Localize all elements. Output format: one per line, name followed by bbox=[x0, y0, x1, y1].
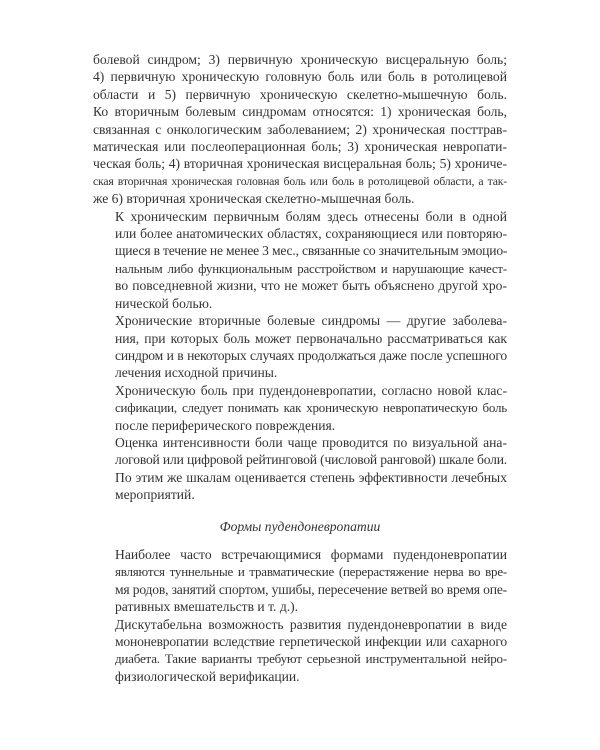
text-line: связанная с онкологическим заболеванием; 2) хроническая посттрав- bbox=[93, 121, 507, 137]
text-line: области и 5) первичную хроническую скелетно-мышечную боль. bbox=[93, 86, 507, 102]
text-line: сификации, следует понимать как хроническую невропатическую боль bbox=[115, 400, 507, 416]
paragraph bbox=[93, 208, 507, 312]
text-line: мононевропатии вследствие герпетической инфекции или сахарного bbox=[115, 634, 507, 649]
paragraph bbox=[93, 434, 507, 504]
text-line: физиологической верификации. bbox=[115, 668, 300, 684]
text-line: Хронические вторичные болевые синдромы — другие заболева- bbox=[115, 313, 507, 329]
text-line: 4) первичную хроническую головную боль или боль в ротолицевой bbox=[93, 69, 507, 85]
text-line: или более анатомических областях, сохраняющиеся или повторяю- bbox=[115, 226, 507, 242]
text-line: Хроническую боль при пудендоневропатии, согласно новой клас- bbox=[115, 382, 507, 398]
text-line: ская вторичная хроническая головная боль или боль в ротолицевой области, а так- bbox=[93, 174, 507, 188]
text-line: нальным либо функциональным расстройством и нарушающие качест- bbox=[115, 260, 507, 276]
paragraph bbox=[93, 51, 507, 208]
paragraph bbox=[93, 382, 507, 434]
section-heading: Формы пудендоневропатии bbox=[219, 518, 381, 534]
text-line: диабета. Такие варианты требуют серьезной инструментальной нейро- bbox=[115, 651, 507, 667]
text-line: мероприятий. bbox=[115, 487, 195, 503]
text-line: являются туннельные и травматические (перерастяжение нерва во вре- bbox=[115, 564, 507, 580]
text-line: болевой синдром; 3) первичную хроническую висцеральную боль; bbox=[93, 52, 507, 67]
text-line: Наиболее часто встречающимися формами пудендоневропатии bbox=[115, 546, 507, 562]
text-line: нической болью. bbox=[115, 295, 213, 311]
paragraph bbox=[93, 616, 507, 686]
text-line: матическая или послеоперационная боль; 3) хроническая невропати- bbox=[93, 139, 507, 155]
text-line: ческая боль; 4) вторичная хроническая висцеральная боль; 5) хрониче- bbox=[93, 156, 507, 172]
text-line: синдром и в некоторых случаях продолжаться даже после успешного bbox=[115, 347, 507, 363]
text-line: Оценка интенсивности боли чаще проводится по визуальной ана- bbox=[115, 434, 507, 450]
text-line: Дискутабельна возможность развития пудендоневропатии в виде bbox=[115, 616, 507, 632]
text-line: логовой или цифровой рейтинговой (числовой ранговой) шкале боли. bbox=[115, 452, 507, 468]
text-line: Ко вторичным болевым синдромам относятся: 1) хроническая боль, bbox=[93, 104, 507, 120]
text-line: мя родов, занятий спортом, ушибы, пересечение ветвей во время опе- bbox=[115, 581, 507, 597]
text-line: после периферического повреждения. bbox=[115, 417, 336, 433]
text-line: щиеся в течение не менее 3 мес., связанные со значительным эмоцио- bbox=[115, 243, 508, 259]
text-line: ративных вмешательств и т. д.). bbox=[115, 599, 299, 615]
text-line: По этим же шкалам оценивается степень эффективности лечебных bbox=[115, 469, 507, 485]
text-line: во повседневной жизни, что не может быть объяснено другой хро- bbox=[115, 278, 507, 294]
text-line: же 6) вторичная хроническая скелетно-мышечная боль. bbox=[93, 191, 415, 207]
page-text bbox=[93, 51, 507, 685]
text-line: ния, при которых боль может первоначально рассматриваться как bbox=[115, 330, 507, 346]
text-line: лечения исходной причины. bbox=[115, 365, 278, 381]
bottom-paragraphs bbox=[93, 546, 507, 685]
paragraph bbox=[93, 546, 507, 616]
text-line: К хроническим первичным болям здесь отнесены боли в одной bbox=[115, 208, 507, 224]
paragraph bbox=[93, 312, 507, 382]
top-paragraphs bbox=[93, 51, 507, 504]
